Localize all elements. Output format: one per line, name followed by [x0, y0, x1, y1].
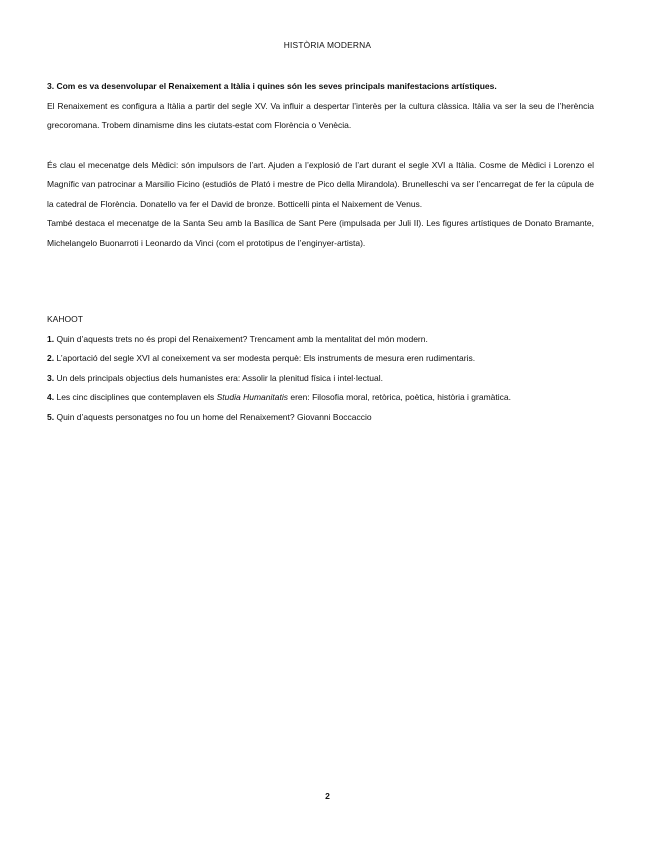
question-3-section	[47, 77, 594, 253]
question-3-heading	[47, 77, 594, 97]
kahoot-question-emphasis: Studia Humanitatis	[216, 392, 288, 402]
kahoot-answer: Giovanni Boccaccio	[294, 411, 372, 422]
kahoot-item-number: 1.	[47, 333, 55, 344]
kahoot-item-number: 2.	[47, 353, 55, 363]
kahoot-item-number: 4.	[47, 392, 55, 402]
kahoot-answer: Assolir la plenitud física i intel·lectual.	[240, 372, 383, 383]
page-header: HISTÒRIA MODERNA	[283, 40, 372, 50]
kahoot-question: Un dels principals objectius dels humanistes era:	[56, 372, 241, 383]
kahoot-title: KAHOOT	[47, 314, 83, 324]
kahoot-item	[47, 408, 594, 428]
kahoot-question: Quin d’aquests personatges no fou un home del Renaixement?	[56, 411, 295, 422]
kahoot-section	[47, 310, 594, 427]
page-number: 2	[325, 791, 330, 801]
kahoot-item	[47, 349, 594, 369]
kahoot-item	[47, 369, 594, 389]
kahoot-item	[47, 330, 594, 350]
kahoot-item-number: 3.	[47, 372, 55, 383]
kahoot-item	[47, 388, 594, 408]
kahoot-question: Les cinc disciplines que contemplaven els	[56, 392, 217, 402]
kahoot-answer: Filosofia moral, retòrica, poètica, història i gramàtica.	[309, 392, 511, 402]
question-3-text: Com es va desenvolupar el Renaixement a Itàlia i quines són les seves principals manifestacions artístiques.	[56, 81, 497, 91]
kahoot-answer: Els instruments de mesura eren rudimentaris.	[301, 353, 476, 363]
kahoot-question: Quin d’aquests trets no és propi del Renaixement?	[56, 333, 248, 344]
kahoot-item-number: 5.	[47, 411, 55, 422]
kahoot-question: eren:	[287, 392, 310, 402]
answer-paragraph-1: El Renaixement es configura a Itàlia a partir del segle XV. Va influir a despertar l’interès per la cultura clàssica. Itàlia va ser la seu de l’herència grecoromana. Trobem dinamisme dins les ciutats-estat com Florència o Venècia.	[47, 100, 594, 130]
kahoot-answer: Trencament amb la mentalitat del món modern.	[247, 333, 428, 344]
answer-paragraph-3: També destaca el mecenatge de la Santa Seu amb la Basílica de Sant Pere (impulsada per Juli II). Les figures artístiques de Donato Bramante, Michelangelo Buonarroti i Leonardo da Vinci (com el prototipus de l’enginyer-artista).	[47, 218, 594, 248]
answer-paragraph-2: És clau el mecenatge dels Mèdici: són impulsors de l’art. Ajuden a l’explosió de l’art durant el segle XVI a Itàlia. Cosme de Mèdici i Lorenzo el Magnífic van patrocinar a Marsilio Ficino (estudiós de Plató i mestre de Pico della Mirandola). Brunelleschi va ser l’encarregat de fer la cúpula de la catedral de Florència. Donatello va fer el David de bronze. Botticelli pinta el Naixement de Venus.	[47, 159, 594, 209]
kahoot-question: L’aportació del segle XVI al coneixement va ser modesta perquè:	[56, 353, 302, 363]
question-3-number: 3.	[47, 81, 55, 91]
